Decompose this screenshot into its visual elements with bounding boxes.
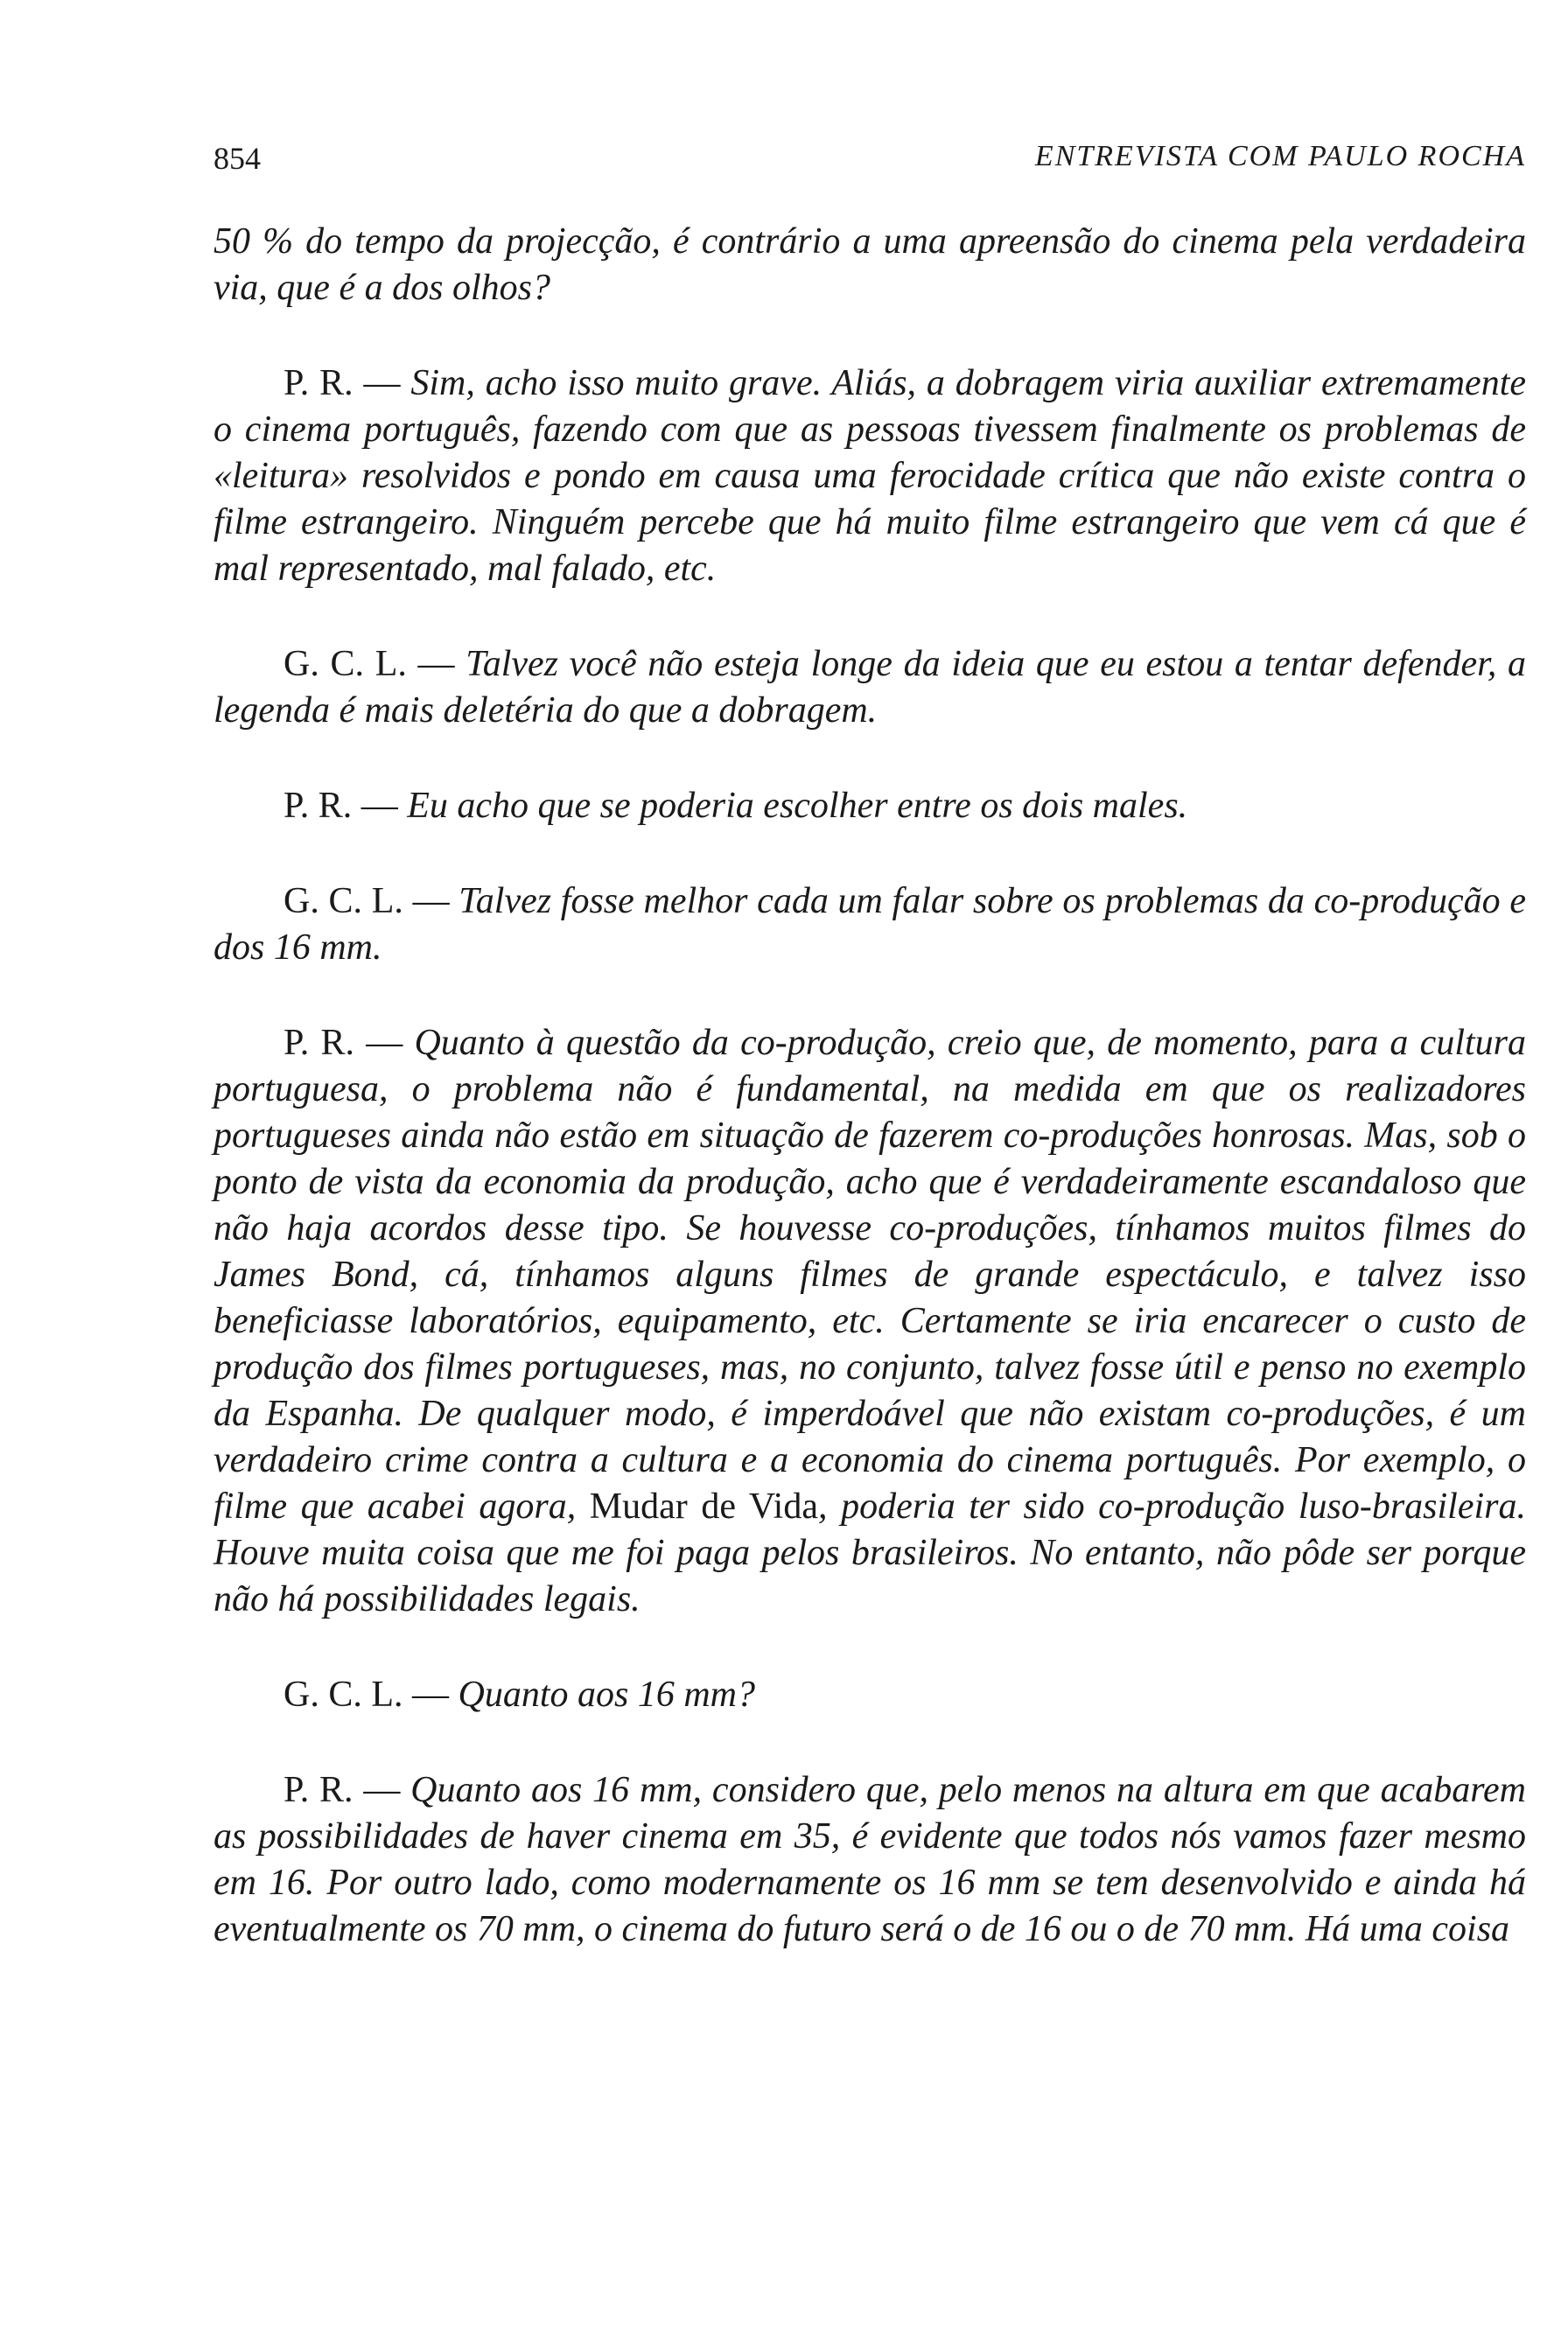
paragraph-gcl-3 <box>214 1672 1526 1718</box>
speaker-label: P. R. — <box>284 1023 415 1063</box>
running-title: ENTREVISTA COM PAULO ROCHA <box>1034 140 1526 172</box>
paragraph-pr-4 <box>214 1767 1526 1953</box>
speaker-label: G. C. L. — <box>284 1675 458 1715</box>
speaker-label: P. R. — <box>284 786 408 826</box>
film-title: Mudar de Vida <box>589 1486 818 1527</box>
paragraph-text: 50 % do tempo da projecção, é contrário a uma apreensão do cinema pela verdadeira via, que é a dos olhos? <box>214 221 1526 308</box>
paragraph-text: Quanto aos 16 mm, considero que, pelo menos na altura em que acabarem as possibilidades de haver cinema em 35, é evidente que todos nós vamos fazer mesmo em 16. Por outro lado, como modernamente os 16 mm se tem desenvolvido e ainda há eventualmente os 70 mm, o cinema do futuro será o de 16 ou o de 70 mm. Há uma coisa <box>214 1770 1527 1949</box>
speaker-label: P. R. — <box>284 363 411 403</box>
speaker-label: G. C. L. — <box>284 881 459 921</box>
paragraph-text: Quanto aos 16 mm? <box>458 1675 756 1715</box>
paragraph-continuation <box>214 219 1526 311</box>
page-header <box>214 140 1526 184</box>
paragraph-text: Talvez você não esteja longe da ideia que eu estou a tentar defender, a legenda é mais deletéria do que a dobragem. <box>214 644 1526 731</box>
paragraph-text: , poderia ter sido co-produção luso-brasileira. Houve muita coisa que me foi paga pelos brasileiros. No entanto, não pôde ser porque não há possibilidades legais. <box>214 1486 1526 1619</box>
speaker-label: G. C. L. — <box>284 644 466 684</box>
body-text <box>214 219 1526 2002</box>
paragraph-pr-3 <box>214 1020 1526 1623</box>
paragraph-text: Sim, acho isso muito grave. Aliás, a dobragem viria auxiliar extremamente o cinema português, fazendo com que as pessoas tivessem finalmente os problemas de «leitura» resolvidos e pondo em causa uma ferocidade crítica que não existe contra o filme estrangeiro. Ninguém percebe que há muito filme estrangeiro que vem cá que é mal representado, mal falado, etc. <box>214 363 1526 589</box>
speaker-label: P. R. — <box>284 1770 411 1810</box>
paragraph-gcl-1 <box>214 641 1526 734</box>
page-number: 854 <box>214 141 261 176</box>
paragraph-gcl-2 <box>214 878 1526 971</box>
paragraph-text: Quanto à questão da co-produção, creio que, de momento, para a cultura portuguesa, o problema não é fundamental, na medida em que os realizadores portugueses ainda não estão em situação de fazerem co-produções honrosas. Mas, sob o ponto de vista da economia da produção, acho que é verdadeiramente escandaloso que não haja acordos desse tipo. Se houvesse co-produções, tínhamos muitos filmes do James Bond, cá, tínhamos alguns filmes de grande espectáculo, e talvez isso beneficiasse laboratórios, equipamento, etc. Certamente se iria encarecer o custo de produção dos filmes portugueses, mas, no conjunto, talvez fosse útil e penso no exemplo da Espanha. De qualquer modo, é imperdoável que não existam co-produções, é um verdadeiro crime contra a cultura e a economia do cinema português. Por exemplo, o filme que acabei agora, <box>214 1023 1527 1527</box>
paragraph-pr-1 <box>214 360 1526 592</box>
paragraph-text: Eu acho que se poderia escolher entre os dois males. <box>407 786 1188 826</box>
paragraph-text: Talvez fosse melhor cada um falar sobre os problemas da co-produção e dos 16 mm. <box>214 881 1527 968</box>
paragraph-pr-2 <box>214 783 1526 829</box>
